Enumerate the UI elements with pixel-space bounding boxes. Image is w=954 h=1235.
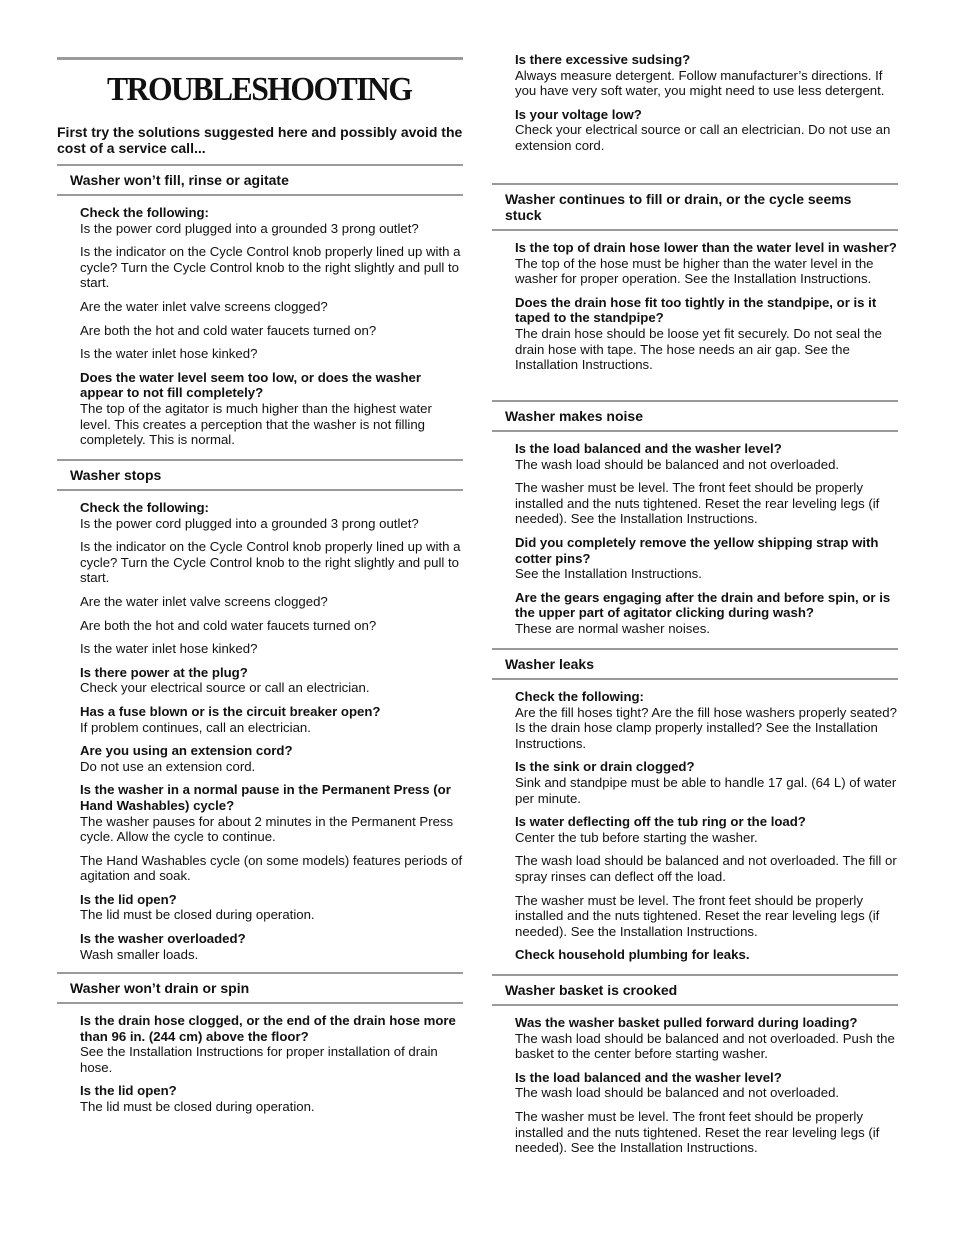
section-heading: Washer basket is crooked xyxy=(492,974,898,1006)
answer-text: The wash load should be balanced and not overloaded. xyxy=(515,1085,840,1101)
answer-text: The Hand Washables cycle (on some models) features periods of agitation and soak. xyxy=(80,852,463,884)
section-heading: Washer stops xyxy=(57,459,463,491)
section-heading: Washer leaks xyxy=(492,648,898,680)
answer-text: The wash load should be balanced and not overloaded. xyxy=(515,456,840,472)
troubleshooting-item xyxy=(80,370,463,448)
troubleshooting-item xyxy=(515,853,898,884)
section-leaks xyxy=(492,648,898,971)
question-text: Are the gears engaging after the drain and before spin, or is the upper part of agitator clicking during wash? xyxy=(515,589,891,621)
section-heading: Washer makes noise xyxy=(492,400,898,432)
troubleshooting-item xyxy=(515,893,898,940)
troubleshooting-item xyxy=(80,299,463,315)
troubleshooting-item xyxy=(80,665,463,696)
troubleshooting-item xyxy=(515,107,900,154)
troubleshooting-item xyxy=(80,618,463,634)
troubleshooting-item xyxy=(80,594,463,610)
troubleshooting-item xyxy=(80,1013,463,1075)
troubleshooting-item xyxy=(515,947,898,963)
question-text: Check household plumbing for leaks. xyxy=(515,947,750,963)
answer-text: Always measure detergent. Follow manufacturer’s directions. If you have very soft water, you might need to use less detergent. xyxy=(515,67,885,99)
page-title: TROUBLESHOOTING xyxy=(107,71,412,108)
answer-text: Is the power cord plugged into a grounded 3 prong outlet? xyxy=(80,220,419,236)
intro-text: First try the solutions suggested here and possibly avoid the cost of a service call... xyxy=(57,124,463,156)
answer-text: The washer must be level. The front feet should be properly installed and the nuts tightened. Reset the rear leveling legs (if needed). See the Installation Instructions. xyxy=(515,1108,880,1156)
question-text: Is water deflecting off the tub ring or the load? xyxy=(515,814,806,830)
troubleshooting-item xyxy=(515,1015,898,1062)
section-body xyxy=(492,680,898,963)
answer-text: The top of the agitator is much higher than the highest water level. This creates a perception that the washer is not filling completely. This is normal. xyxy=(80,400,432,448)
troubleshooting-item xyxy=(515,689,898,751)
troubleshooting-item xyxy=(515,295,898,373)
troubleshooting-item xyxy=(80,539,463,586)
question-text: Does the drain hose fit too tightly in the standpipe, or is it taped to the standpipe? xyxy=(515,294,877,326)
answer-text: Sink and standpipe must be able to handle 17 gal. (64 L) of water per minute. xyxy=(515,774,897,806)
troubleshooting-item xyxy=(80,205,463,236)
answer-text: Are the water inlet valve screens clogged? xyxy=(80,593,328,609)
answer-text: See the Installation Instructions. xyxy=(515,566,702,582)
troubleshooting-item xyxy=(515,535,898,582)
troubleshooting-item xyxy=(515,480,898,527)
answer-text: Is the indicator on the Cycle Control knob properly lined up with a cycle? Turn the Cycle Control knob to the right slightly and pull to start. xyxy=(80,539,461,586)
section-continues-fill xyxy=(492,183,898,381)
question-text: Is the sink or drain clogged? xyxy=(515,759,695,775)
answer-text: The washer must be level. The front feet should be properly installed and the nuts tightened. Reset the rear leveling legs (if needed). See the Installation Instructions. xyxy=(515,892,880,939)
question-text: Does the water level seem too low, or does the washer appear to not fill completely? xyxy=(80,369,422,401)
question-text: Is there power at the plug? xyxy=(80,664,248,680)
question-text: Is the drain hose clogged, or the end of the drain hose more than 96 in. (244 cm) above the floor? xyxy=(80,1013,456,1044)
answer-text: Is the indicator on the Cycle Control knob properly lined up with a cycle? Turn the Cycle Control knob to the right slightly and pull to start. xyxy=(80,244,461,291)
answer-text: Do not use an extension cord. xyxy=(80,758,256,774)
answer-text: Are both the hot and cold water faucets turned on? xyxy=(80,322,377,338)
answer-text: Is the water inlet hose kinked? xyxy=(80,641,258,657)
question-text: Is the load balanced and the washer level? xyxy=(515,441,782,456)
section-heading: Washer won’t drain or spin xyxy=(57,972,463,1004)
troubleshooting-item xyxy=(80,743,463,774)
section-wont-fill xyxy=(57,164,463,456)
question-text: Is there excessive sudsing? xyxy=(515,52,691,67)
troubleshooting-item xyxy=(80,1083,463,1114)
question-text: Is the washer in a normal pause in the Permanent Press (or Hand Washables) cycle? xyxy=(80,782,451,813)
section-washer-stops xyxy=(57,459,463,970)
question-text: Did you completely remove the yellow shipping strap with cotter pins? xyxy=(515,534,879,566)
top-rule xyxy=(57,57,463,60)
question-text: Is the top of drain hose lower than the water level in washer? xyxy=(515,240,897,255)
section-body xyxy=(57,1004,463,1115)
answer-text: The lid must be closed during operation. xyxy=(80,907,315,923)
troubleshooting-item xyxy=(80,931,463,962)
answer-text: The wash load should be balanced and not overloaded. Push the basket to the center before starting washer. xyxy=(515,1030,895,1062)
troubleshooting-item xyxy=(80,244,463,291)
troubleshooting-item xyxy=(80,346,463,362)
troubleshooting-item xyxy=(515,1070,898,1101)
answer-text: Are the water inlet valve screens clogged? xyxy=(80,298,328,314)
troubleshooting-item xyxy=(80,704,463,735)
answer-text: The drain hose should be loose yet fit securely. Do not seal the drain hose with tape. The hose needs an air gap. See the Installation Instructions. xyxy=(515,325,883,373)
section-body xyxy=(57,491,463,962)
question-text: Is the load balanced and the washer level? xyxy=(515,1069,782,1085)
question-text: Check the following: xyxy=(515,689,644,704)
question-text: Is your voltage low? xyxy=(515,106,642,122)
troubleshooting-item xyxy=(80,892,463,923)
troubleshooting-item xyxy=(80,853,463,884)
answer-text: The washer must be level. The front feet should be properly installed and the nuts tightened. Reset the rear leveling legs (if needed). See the Installation Instructions. xyxy=(515,480,880,527)
answer-text: The wash load should be balanced and not overloaded. The fill or spray rinses can deflect off the load. xyxy=(515,853,897,884)
troubleshooting-item xyxy=(80,641,463,657)
question-text: Has a fuse blown or is the circuit breaker open? xyxy=(80,703,381,719)
question-text: Check the following: xyxy=(80,500,209,515)
top-right-items xyxy=(515,52,900,162)
question-text: Are you using an extension cord? xyxy=(80,743,293,759)
troubleshooting-item xyxy=(515,814,898,845)
answer-text: Check your electrical source or call an electrician. xyxy=(80,680,370,696)
section-heading: Washer continues to fill or drain, or the cycle seems stuck xyxy=(492,183,898,231)
section-basket-crooked xyxy=(492,974,898,1164)
troubleshooting-item xyxy=(515,759,898,806)
question-text: Was the washer basket pulled forward during loading? xyxy=(515,1015,858,1030)
section-body xyxy=(492,231,898,373)
answer-text: Wash smaller loads. xyxy=(80,946,199,962)
section-makes-noise xyxy=(492,400,898,645)
question-text: Check the following: xyxy=(80,205,209,220)
answer-text: Are the fill hoses tight? Are the fill hose washers properly seated? Is the drain hose clamp properly installed? See the Installation Instructions. xyxy=(515,704,897,751)
answer-text: The top of the hose must be higher than the water level in the washer for proper operation. See the Installation Instructions. xyxy=(515,255,874,287)
troubleshooting-item xyxy=(515,1109,898,1156)
section-body xyxy=(57,196,463,448)
section-body xyxy=(492,1006,898,1156)
question-text: Is the lid open? xyxy=(80,891,177,907)
answer-text: Are both the hot and cold water faucets turned on? xyxy=(80,617,377,633)
question-text: Is the lid open? xyxy=(80,1083,177,1099)
answer-text: Is the power cord plugged into a grounded 3 prong outlet? xyxy=(80,515,419,531)
answer-text: If problem continues, call an electrician. xyxy=(80,719,311,735)
section-body xyxy=(492,432,898,637)
answer-text: The washer pauses for about 2 minutes in the Permanent Press cycle. Allow the cycle to continue. xyxy=(80,813,454,845)
troubleshooting-item xyxy=(80,323,463,339)
answer-text: Center the tub before starting the washer. xyxy=(515,829,758,845)
troubleshooting-item xyxy=(80,782,463,844)
answer-text: Is the water inlet hose kinked? xyxy=(80,346,258,362)
section-heading: Washer won’t fill, rinse or agitate xyxy=(57,164,463,196)
answer-text: Check your electrical source or call an electrician. Do not use an extension cord. xyxy=(515,122,891,153)
troubleshooting-item xyxy=(515,52,900,99)
troubleshooting-item xyxy=(515,590,898,637)
answer-text: See the Installation Instructions for proper installation of drain hose. xyxy=(80,1044,438,1075)
troubleshooting-item xyxy=(515,240,898,287)
section-wont-drain xyxy=(57,972,463,1123)
question-text: Is the washer overloaded? xyxy=(80,931,246,947)
troubleshooting-item xyxy=(515,441,898,472)
troubleshooting-item xyxy=(80,500,463,531)
answer-text: These are normal washer noises. xyxy=(515,620,710,636)
answer-text: The lid must be closed during operation. xyxy=(80,1098,315,1114)
